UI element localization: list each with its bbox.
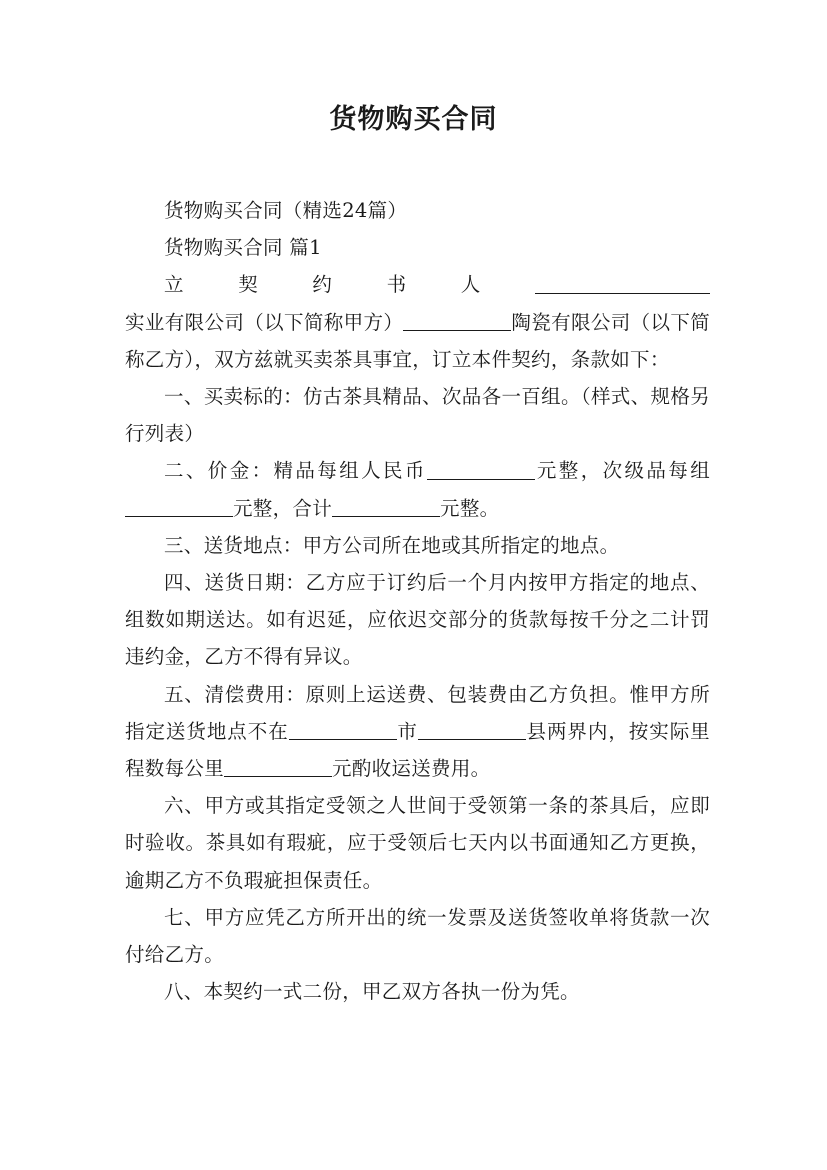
text: 立契约书人 <box>164 273 535 297</box>
text: 实业有限公司（以下简称甲方） <box>125 310 404 334</box>
text: 县两界内，按实际里程数每公里 <box>125 719 710 781</box>
paragraph-parties <box>125 266 710 378</box>
text: 元整，合计 <box>233 496 333 520</box>
paragraph-clause-6: 六、甲方或其指定受领之人世间于受领第一条的茶具后，应即时验收。茶具如有瑕疵，应于受领后七天内以书面通知乙方更换，逾期乙方不负瑕疵担保责任。 <box>125 794 710 892</box>
blank-total-price <box>332 495 440 516</box>
paragraph-clause-5 <box>125 676 710 788</box>
blank-city <box>289 719 397 740</box>
paragraph-clause-4: 四、送货日期：乙方应于订约后一个月内按甲方指定的地点、组数如期送达。如有迟延，应依迟交部分的货款每按千分之二计罚违约金，乙方不得有异议。 <box>125 571 710 669</box>
paragraph-clause-8: 八、本契约一式二份，甲乙双方各执一份为凭。 <box>164 980 580 1004</box>
document-title: 货物购买合同 <box>329 104 498 135</box>
text: 元整，次级品每组 <box>534 459 710 483</box>
blank-secondary-price <box>125 495 233 516</box>
text: 元酌收运送费用。 <box>332 757 491 781</box>
blank-per-km-fee <box>224 756 332 777</box>
blank-party-a <box>535 272 710 293</box>
blank-county <box>418 719 526 740</box>
paragraph-clause-2 <box>125 452 710 526</box>
blank-premium-price <box>427 458 535 479</box>
document-body <box>125 192 710 1010</box>
text: 元整。 <box>440 496 500 520</box>
paragraph-clause-1: 一、买卖标的：仿古茶具精品、次品各一百组。（样式、规格另行列表） <box>125 385 710 446</box>
text: 陶瓷有限公司（以下简称乙方），双方兹就买卖茶具事宜，订立本件契约，条款如下： <box>125 310 710 371</box>
text: 二、价金：精品每组人民币 <box>164 459 427 483</box>
blank-party-b <box>403 309 511 330</box>
paragraph-clause-7: 七、甲方应凭乙方所开出的统一发票及送货签收单将货款一次付给乙方。 <box>125 905 710 967</box>
text: 五、清偿费用：原则上运送费、包装费由乙方负担。惟甲方所指定送货地点不在 <box>125 682 710 743</box>
paragraph-clause-3: 三、送货地点：甲方公司所在地或其所指定的地点。 <box>164 533 620 557</box>
text: 市 <box>396 719 418 743</box>
subtitle: 货物购买合同（精选24篇） <box>164 199 408 222</box>
section-heading: 货物购买合同 篇1 <box>164 236 322 260</box>
